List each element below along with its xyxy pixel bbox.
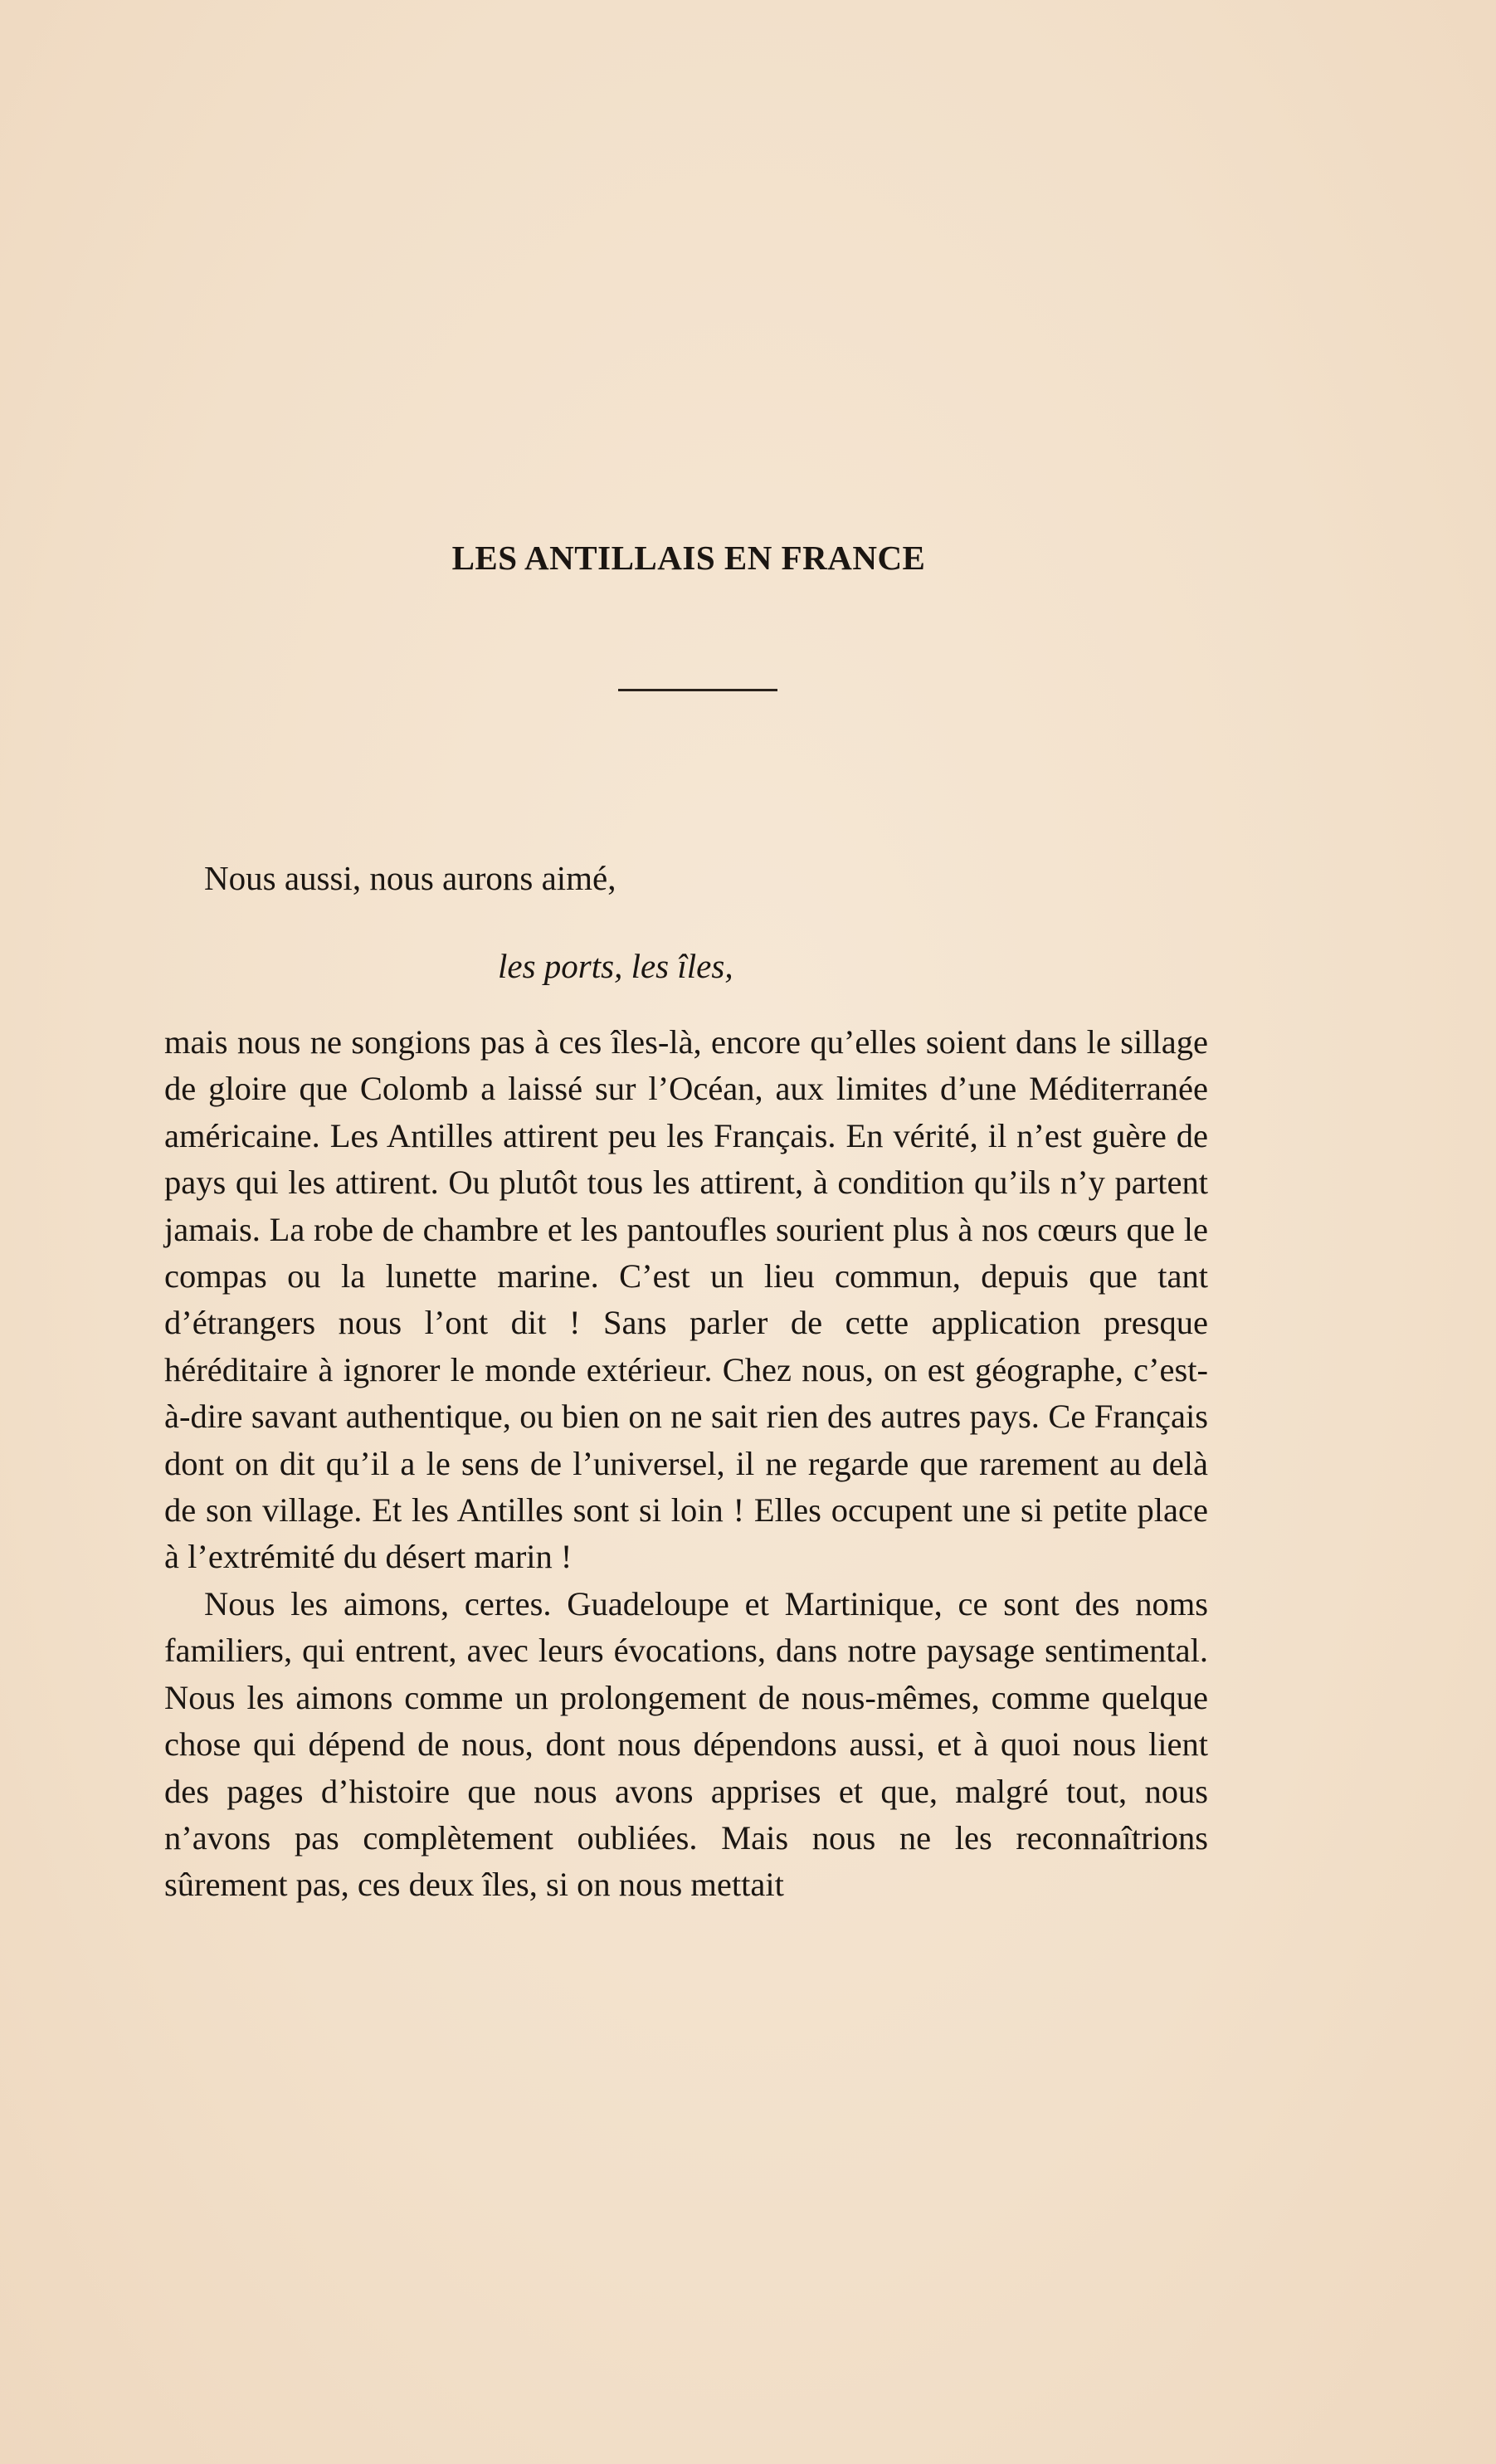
title-divider — [618, 689, 777, 691]
paragraph-2: Nous les aimons, certes. Guadeloupe et Martinique, ce sont des noms familiers, qui entrent, avec leurs évocations, dans notre paysage sentimental. Nous les aimons comme un prolongement de nous-mêmes, comme quelque chose qui dépend de nous, dont nous dépendons aussi, et à quoi nous lient des pages d’histoire que nous avons apprises et que, malgré tout, nous n’avons pas complètement oubliées. Mais nous ne les reconnaîtrions sûrement pas, ces deux îles, si on nous mettait — [164, 1584, 1208, 1904]
epigraph-line-2: les ports, les îles, — [498, 947, 733, 985]
paragraph-1: mais nous ne songions pas à ces îles-là, encore qu’elles soient dans le sillage de gloire que Colomb a laissé sur l’Océan, aux limites d’une Méditerranée américaine. Les Antilles attirent peu les Français. En vérité, il n’est guère de pays qui les attirent. Ou plutôt tous les attirent, à condition qu’ils n’y partent jamais. La robe de chambre et les pantoufles sourient plus à nos cœurs que le compas ou la lunette marine. C’est un lieu commun, depuis que tant d’étrangers nous l’ont dit ! Sans parler de cette application presque héréditaire à ignorer le monde extérieur. Chez nous, on est géographe, c’est-à-dire savant authentique, ou bien on ne sait rien des autres pays. Ce Français dont on dit qu’il a le sens de l’universel, il ne regarde que rarement au delà de son village. Et les Antilles sont si loin ! Elles occupent une si petite place à l’extrémité du désert marin ! — [164, 1023, 1208, 1576]
body-text — [164, 1019, 1208, 1909]
epigraph-line-1: Nous aussi, nous aurons aimé, — [204, 859, 616, 897]
chapter-title: LES ANTILLAIS EN FRANCE — [451, 539, 926, 577]
